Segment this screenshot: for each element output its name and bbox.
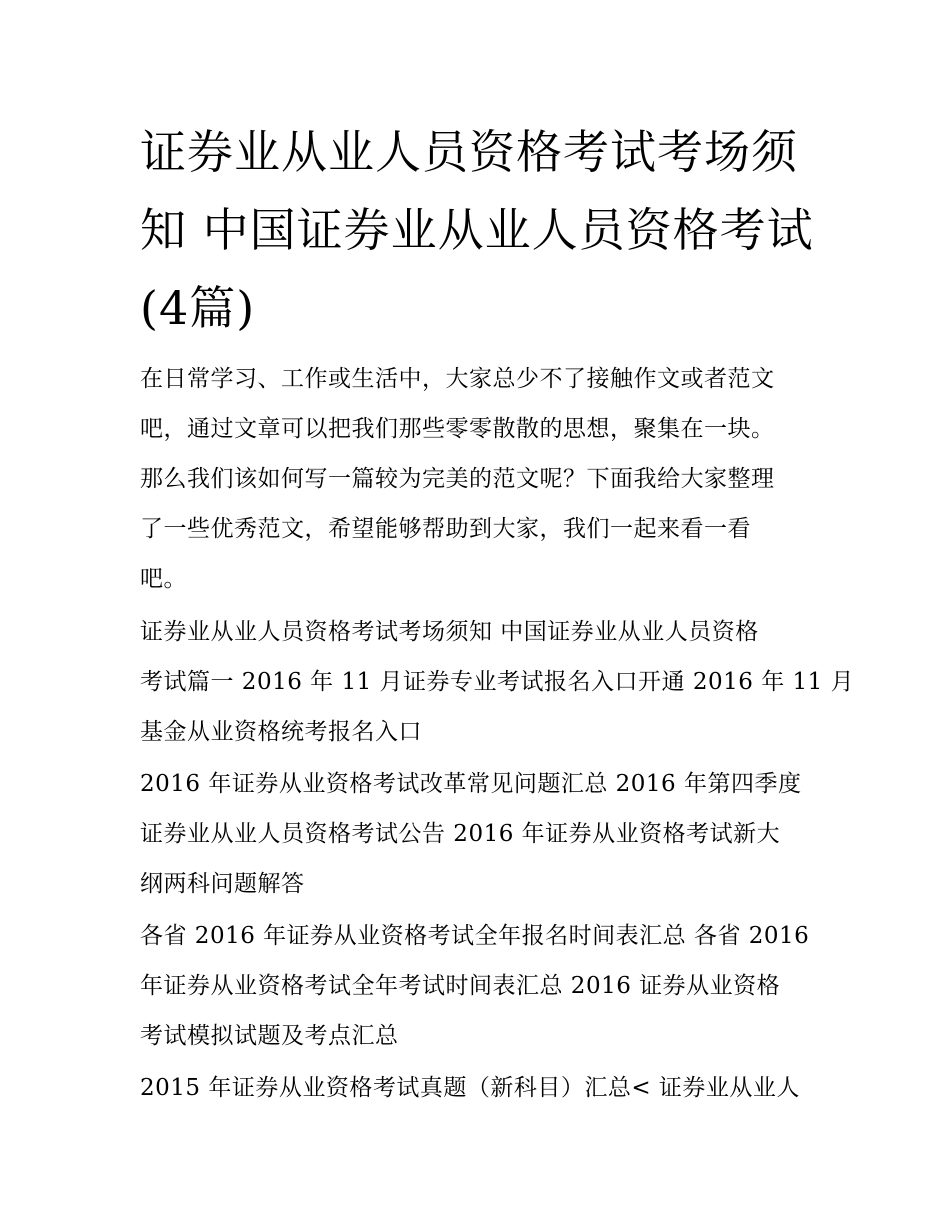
body-text-line: 了一些优秀范文，希望能够帮助到大家，我们一起来看一看 xyxy=(140,516,751,542)
body-text-line: 证券业从业人员资格考试公告 2016 年证券从业资格考试新大 xyxy=(140,821,781,847)
body-text-line: 那么我们该如何写一篇较为完美的范文呢？下面我给大家整理 xyxy=(140,466,775,492)
body-text-line: 在日常学习、工作或生活中，大家总少不了接触作文或者范文 xyxy=(140,366,775,392)
body-text-line: 各省 2016 年证券从业资格考试全年报名时间表汇总 各省 2016 xyxy=(140,923,810,949)
body-text-line: 2015 年证券从业资格考试真题（新科目）汇总< 证券业从业人 xyxy=(140,1075,800,1101)
body-text-line: 纲两科问题解答 xyxy=(140,871,305,897)
body-text-line: 考试篇一 2016 年 11 月证券专业考试报名入口开通 2016 年 11 月 xyxy=(140,669,855,695)
body-text-line: 吧。 xyxy=(140,566,187,592)
body-text-line: 基金从业资格统考报名入口 xyxy=(140,719,422,745)
body-text-line: 考试模拟试题及考点汇总 xyxy=(140,1023,399,1049)
body-text-line: 证券业从业人员资格考试考场须知 中国证券业从业人员资格 xyxy=(140,619,759,645)
body-text-line: 2016 年证券从业资格考试改革常见问题汇总 2016 年第四季度 xyxy=(140,771,802,797)
body-text-line: 吧，通过文章可以把我们那些零零散散的思想，聚集在一块。 xyxy=(140,416,775,442)
body-text-line: 年证券从业资格考试全年考试时间表汇总 2016 证券从业资格 xyxy=(140,973,781,999)
document-title: 证券业从业人员资格考试考场须知 中国证券业从业人员资格考试(4篇) xyxy=(140,125,814,335)
